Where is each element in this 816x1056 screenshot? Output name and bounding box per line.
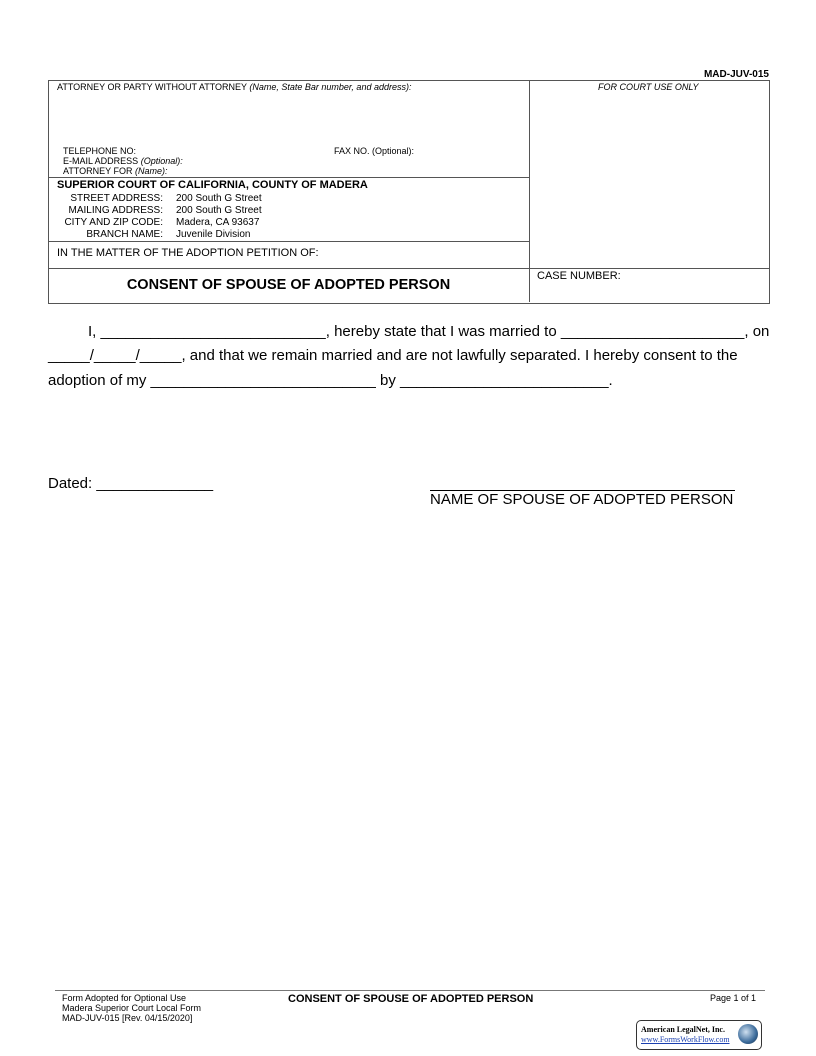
divider [48, 177, 529, 178]
divider [48, 241, 529, 242]
case-number-label: CASE NUMBER: [537, 270, 621, 282]
mailing-label: MAILING ADDRESS: [68, 205, 163, 216]
mailing-value: 200 South G Street [176, 205, 262, 216]
divider [48, 268, 769, 269]
body-line-3: adoption of my ___________________________ by _________________________. [48, 372, 613, 389]
legalnet-logo[interactable] [636, 1020, 762, 1050]
footer-left-3: MAD-JUV-015 [Rev. 04/15/2020] [62, 1013, 193, 1023]
page-number: Page 1 of 1 [709, 993, 756, 1003]
footer-divider [55, 990, 765, 991]
footer-title: CONSENT OF SPOUSE OF ADOPTED PERSON [288, 993, 534, 1005]
logo-link[interactable]: www.FormsWorkFlow.com [641, 1035, 730, 1044]
footer-left-2: Madera Superior Court Local Form [62, 1003, 202, 1013]
footer-left-1: Form Adopted for Optional Use [62, 993, 187, 1003]
attorney-label: ATTORNEY OR PARTY WITHOUT ATTORNEY (Name, State Bar number, and address): [57, 82, 412, 92]
branch-label: BRANCH NAME: [86, 229, 163, 240]
street-label: STREET ADDRESS: [70, 193, 163, 204]
body-line-1: I, ___________________________, hereby state that I was married to ______________________, on [88, 323, 770, 340]
street-value: 200 South G Street [176, 193, 262, 204]
logo-name: American LegalNet, Inc. [641, 1025, 725, 1034]
attorney-for-label: ATTORNEY FOR (Name): [63, 166, 168, 176]
fax-label: FAX NO. (Optional): [334, 146, 415, 156]
form-title: CONSENT OF SPOUSE OF ADOPTED PERSON [126, 277, 451, 293]
court-name: SUPERIOR COURT OF CALIFORNIA, COUNTY OF MADERA [57, 179, 368, 191]
form-id: MAD-JUV-015 [703, 69, 769, 80]
court-use-label: FOR COURT USE ONLY [598, 82, 699, 92]
email-label: E-MAIL ADDRESS (Optional): [63, 156, 183, 166]
city-label: CITY AND ZIP CODE: [64, 217, 163, 228]
body-line-2: _____/_____/_____, and that we remain married and are not lawfully separated. I hereby consent to the [48, 347, 738, 364]
dated-field: Dated: ______________ [48, 475, 214, 492]
matter-label: IN THE MATTER OF THE ADOPTION PETITION OF: [57, 247, 319, 259]
signature-label: NAME OF SPOUSE OF ADOPTED PERSON [430, 491, 734, 508]
city-value: Madera, CA 93637 [176, 217, 260, 228]
globe-icon [738, 1024, 758, 1044]
caption-box [48, 80, 770, 304]
telephone-label: TELEPHONE NO: [63, 146, 137, 156]
branch-value: Juvenile Division [176, 229, 251, 240]
